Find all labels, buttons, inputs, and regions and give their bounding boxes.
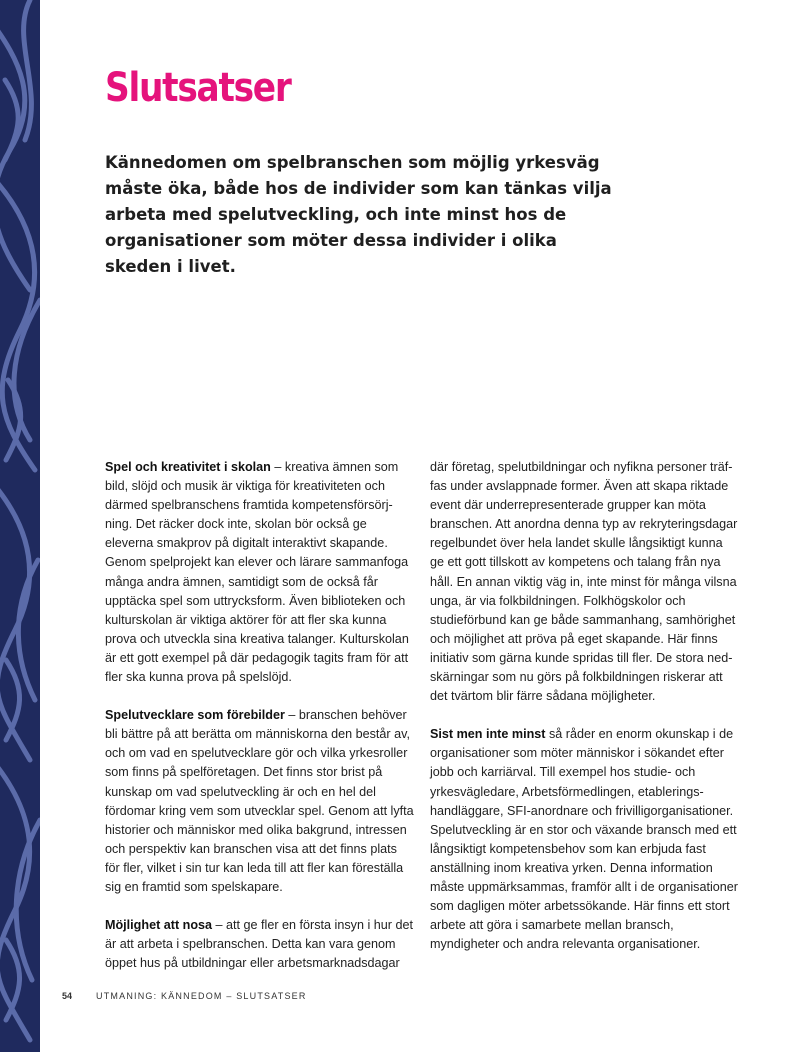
wave-pattern-icon [0,0,40,1052]
paragraph-text: – kreativa ämnen som bild, slöjd och musik är viktiga för kreativiteten och därmed spelbranschens framtida kompetensförsörjning. Det räcker dock inte, skolan bör också ge eleverna smakprov på digitalt interaktivt skapande. Genom spelprojekt kan elever och lärare sammanfoga många andra ämnen, samtidigt som de också får upptäcka spel som uttrycksform. Även biblioteken och kulturskolan är viktiga aktörer för att fler ska kunna prova och utveckla sina kreativa talanger. Kulturskolan är ett gott exempel på där pedagogik tagits fram för att fler ska kunna prova på spelslöjd. [105,460,409,685]
paragraph-heading: Sist men inte minst [430,727,546,742]
paragraph-text: där företag, spelutbildningar och nyfikna personer träffas under avslappnade former. Även att skapa riktade event där underrepresenterade grupper kan möta branschen. Att anordna denna typ av rekryteringsdagar regelbundet över hela landet skulle långsiktigt kunna ge ett gott tillskott av kompetens och talang från nya håll. En annan viktig väg in, inte minst för många vilsna unga, är via folkbildningen. Folkhögskolor och studieförbund kan ge både sammanhang, samhörighet och möjlighet att pröva på eget skapande. Här finns initiativ som gärna kunde spridas till fler. De stora nedskärningar som nu görs på folkbildningen riskerar att det tvärtom blir färre sådana möjligheter. [430,460,738,704]
paragraph-heading: Möjlighet att nosa [105,918,213,933]
page-footer [62,991,307,1001]
paragraph-text: – att ge fler en första insyn i hur det är att arbeta i spelbranschen. Detta kan vara genom öppet hus på utbildningar eller arbetsmarknadsdagar [105,918,413,971]
page-title: Slutsatser [105,65,291,111]
paragraph-heading: Spel och kreativitet i skolan [105,460,271,474]
paragraph-heading: Spelutvecklare som förebilder [105,708,285,723]
page-number: 54 [62,991,73,1001]
decorative-side-band [0,0,40,1052]
text-column-left [105,458,415,992]
paragraph-sist-men-inte-minst [430,725,740,954]
paragraph-spelutvecklare-forebilder [105,706,415,897]
paragraph-mojlighet-att-nosa [105,916,415,973]
paragraph-spel-och-kreativitet [105,458,415,687]
paragraph-text: – branschen behöver bli bättre på att berätta om människorna den består av, och om vad en spelutvecklare gör och vilka yrkesroller som finns på spelföretagen. Det finns stor brist på kunskap om vad spelutveckling är och en hel del fördomar kring vem som utvecklar spel. Genom att lyfta historier och människor med olika bakgrund, intressen och perspektiv kan branschen visa att det finns plats för fler, vilket i sin tur kan leda till att fler kan föreställa sig en framtid som spelskapare. [105,708,414,894]
footer-section-label: UTMANING: KÄNNEDOM – SLUTSATSER [96,991,307,1001]
text-column-right [430,458,740,973]
paragraph-text: så råder en enorm okunskap i de organisationer som möter människor i sökandet efter jobb och karriärval. Till exempel hos studie- och yrkesvägledare, Arbetsförmedlingen, etableringshandläggare, SFI-anordnare och frivilligorganisationer. Spelutveckling är en stor och växande bransch med ett långsiktigt kompetensbehov som kan erbjuda fast anställning inom kreativa yrken. Denna information måste uppmärksammas, framför allt i de organisationer som dagligen möter arbetssökande. Här finns ett stort arbete att göra i samarbete mellan bransch, myndigheter och andra relevanta organisationer. [430,727,738,952]
lead-paragraph: Kännedomen om spelbranschen som möjlig yrkesväg måste öka, både hos de individer som kan tänkas vilja arbeta med spelutveckling, och inte minst hos de organisationer som möter dessa individer i olika skeden i livet. [105,153,612,276]
paragraph-continued [430,458,740,706]
